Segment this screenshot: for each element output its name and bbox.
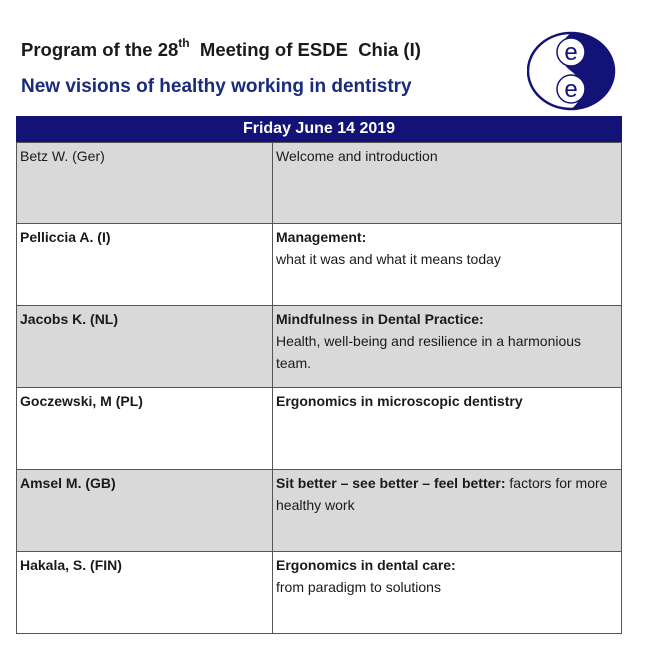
speaker-cell: Hakala, S. (FIN) [17,552,273,634]
speaker-cell: Amsel M. (GB) [17,470,273,552]
logo-letter-bottom: e [564,76,578,103]
table-row [17,224,622,306]
program-table [16,116,622,634]
page-subtitle: New visions of healthy working in dentistry [21,76,412,97]
table-row [17,552,622,634]
speaker-cell: Goczewski, M (PL) [17,388,273,470]
title-prefix: Program of the 28 [21,39,179,61]
talk-title: Sit better – see better – feel better: [276,475,506,491]
talk-description: what it was and what it means today [276,251,501,267]
table-row [17,388,622,470]
table-row [17,143,622,224]
talk-cell [273,224,622,306]
speaker-cell: Betz W. (Ger) [17,143,273,224]
talk-cell [273,306,622,388]
talk-cell [273,388,622,470]
speaker-cell: Pelliccia A. (I) [17,224,273,306]
esde-logo-icon [527,31,617,111]
talk-title: Mindfulness in Dental Practice: [276,311,484,327]
talk-title: Ergonomics in microscopic dentistry [276,393,523,409]
program-grid [16,142,622,634]
talk-cell [273,143,622,224]
talk-description: factors for more healthy work [276,475,612,513]
talk-description: Health, well-being and resilience in a harmonious team. [276,333,585,371]
speaker-cell: Jacobs K. (NL) [17,306,273,388]
table-row [17,470,622,552]
day-header: Friday June 14 2019 [16,116,622,142]
table-row [17,306,622,388]
title-suffix: Meeting of ESDE Chia (I) [189,39,421,61]
talk-title: Management: [276,229,367,245]
logo-letter-top: e [564,39,578,66]
talk-title: Ergonomics in dental care: [276,557,456,573]
page-title [21,38,421,61]
title-superscript: th [178,36,190,50]
talk-description: from paradigm to solutions [276,579,441,595]
talk-cell [273,552,622,634]
talk-cell [273,470,622,552]
talk-description: Welcome and introduction [276,148,438,164]
